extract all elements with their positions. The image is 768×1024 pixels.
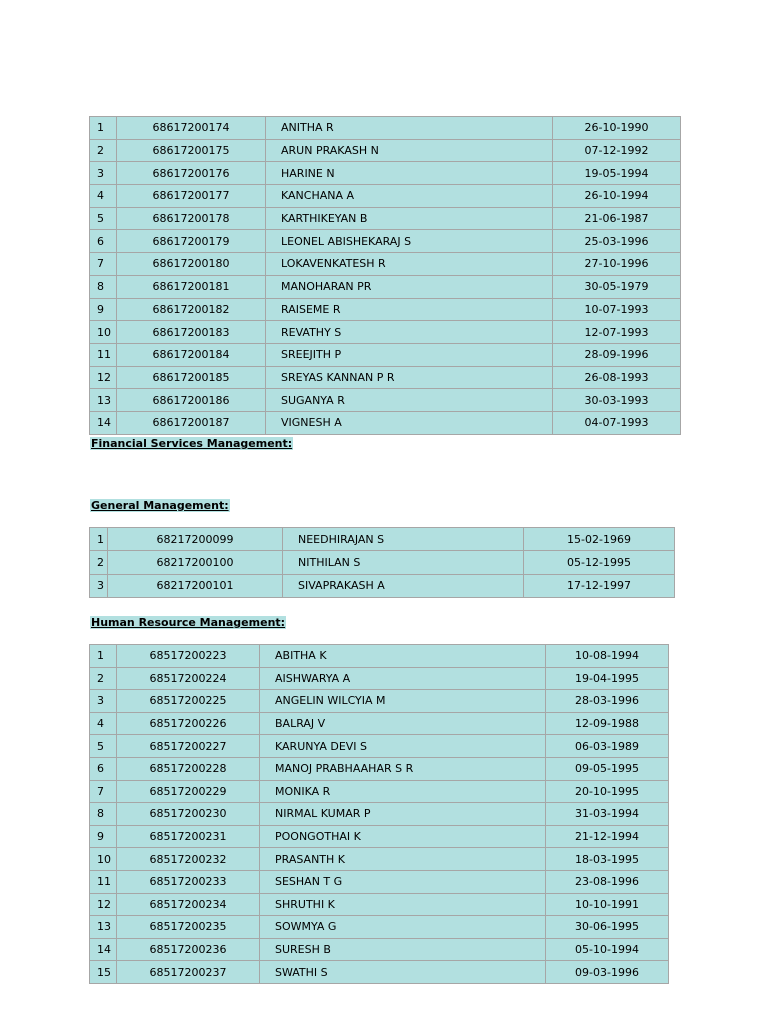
table-row bbox=[90, 825, 669, 848]
row-number: 9 bbox=[90, 298, 117, 321]
table-row bbox=[90, 551, 675, 574]
table-row bbox=[90, 848, 669, 871]
row-number: 5 bbox=[90, 735, 117, 758]
date-of-birth: 10-08-1994 bbox=[546, 645, 669, 668]
register-number: 68617200177 bbox=[117, 185, 266, 208]
row-number: 9 bbox=[90, 825, 117, 848]
student-name: SREEJITH P bbox=[266, 343, 553, 366]
register-number: 68517200226 bbox=[117, 712, 260, 735]
date-of-birth: 25-03-1996 bbox=[553, 230, 681, 253]
table-row bbox=[90, 162, 681, 185]
row-number: 2 bbox=[90, 551, 108, 574]
row-number: 6 bbox=[90, 230, 117, 253]
register-number: 68617200180 bbox=[117, 253, 266, 276]
row-number: 1 bbox=[90, 528, 108, 551]
register-number: 68517200231 bbox=[117, 825, 260, 848]
student-name: RAISEME R bbox=[266, 298, 553, 321]
register-number: 68517200223 bbox=[117, 645, 260, 668]
register-number: 68617200179 bbox=[117, 230, 266, 253]
date-of-birth: 18-03-1995 bbox=[546, 848, 669, 871]
table-row bbox=[90, 139, 681, 162]
student-table-human-resource-management bbox=[89, 644, 669, 984]
row-number: 10 bbox=[90, 321, 117, 344]
date-of-birth: 31-03-1994 bbox=[546, 803, 669, 826]
student-name: LOKAVENKATESH R bbox=[266, 253, 553, 276]
student-name: MONIKA R bbox=[260, 780, 546, 803]
register-number: 68517200224 bbox=[117, 667, 260, 690]
student-name: SHRUTHI K bbox=[260, 893, 546, 916]
row-number: 1 bbox=[90, 645, 117, 668]
date-of-birth: 28-03-1996 bbox=[546, 690, 669, 713]
row-number: 4 bbox=[90, 712, 117, 735]
student-name: PRASANTH K bbox=[260, 848, 546, 871]
register-number: 68617200184 bbox=[117, 343, 266, 366]
student-name: VIGNESH A bbox=[266, 411, 553, 434]
row-number: 4 bbox=[90, 185, 117, 208]
student-name: REVATHY S bbox=[266, 321, 553, 344]
row-number: 12 bbox=[90, 893, 117, 916]
row-number: 14 bbox=[90, 411, 117, 434]
section-heading-general-management: General Management: bbox=[91, 499, 229, 512]
date-of-birth: 15-02-1969 bbox=[524, 528, 675, 551]
row-number: 14 bbox=[90, 938, 117, 961]
table-row bbox=[90, 185, 681, 208]
date-of-birth: 20-10-1995 bbox=[546, 780, 669, 803]
register-number: 68517200228 bbox=[117, 757, 260, 780]
table-row bbox=[90, 870, 669, 893]
row-number: 11 bbox=[90, 343, 117, 366]
student-name: SURESH B bbox=[260, 938, 546, 961]
student-table-first bbox=[89, 116, 681, 435]
row-number: 13 bbox=[90, 916, 117, 939]
table-row bbox=[90, 343, 681, 366]
register-number: 68517200229 bbox=[117, 780, 260, 803]
student-name: KARUNYA DEVI S bbox=[260, 735, 546, 758]
student-name: ABITHA K bbox=[260, 645, 546, 668]
table-row bbox=[90, 916, 669, 939]
table-row bbox=[90, 298, 681, 321]
table-row bbox=[90, 938, 669, 961]
register-number: 68617200176 bbox=[117, 162, 266, 185]
register-number: 68517200234 bbox=[117, 893, 260, 916]
table-row bbox=[90, 667, 669, 690]
register-number: 68217200101 bbox=[108, 574, 283, 597]
table-row bbox=[90, 230, 681, 253]
date-of-birth: 30-06-1995 bbox=[546, 916, 669, 939]
date-of-birth: 12-09-1988 bbox=[546, 712, 669, 735]
register-number: 68517200227 bbox=[117, 735, 260, 758]
date-of-birth: 12-07-1993 bbox=[553, 321, 681, 344]
table-row bbox=[90, 893, 669, 916]
register-number: 68617200183 bbox=[117, 321, 266, 344]
register-number: 68617200186 bbox=[117, 389, 266, 412]
student-name: SWATHI S bbox=[260, 961, 546, 984]
student-name: SREYAS KANNAN P R bbox=[266, 366, 553, 389]
student-name: LEONEL ABISHEKARAJ S bbox=[266, 230, 553, 253]
row-number: 1 bbox=[90, 117, 117, 140]
date-of-birth: 27-10-1996 bbox=[553, 253, 681, 276]
section-heading-human-resource-management: Human Resource Management: bbox=[91, 616, 286, 629]
date-of-birth: 30-03-1993 bbox=[553, 389, 681, 412]
table-row bbox=[90, 712, 669, 735]
register-number: 68617200182 bbox=[117, 298, 266, 321]
table-row bbox=[90, 117, 681, 140]
student-name: SIVAPRAKASH A bbox=[283, 574, 524, 597]
row-number: 12 bbox=[90, 366, 117, 389]
row-number: 3 bbox=[90, 690, 117, 713]
register-number: 68617200174 bbox=[117, 117, 266, 140]
row-number: 3 bbox=[90, 162, 117, 185]
table-row bbox=[90, 690, 669, 713]
date-of-birth: 06-03-1989 bbox=[546, 735, 669, 758]
table-row bbox=[90, 961, 669, 984]
register-number: 68617200181 bbox=[117, 275, 266, 298]
date-of-birth: 07-12-1992 bbox=[553, 139, 681, 162]
register-number: 68517200225 bbox=[117, 690, 260, 713]
table-row bbox=[90, 321, 681, 344]
register-number: 68617200178 bbox=[117, 207, 266, 230]
row-number: 11 bbox=[90, 870, 117, 893]
student-name: BALRAJ V bbox=[260, 712, 546, 735]
student-name: ARUN PRAKASH N bbox=[266, 139, 553, 162]
row-number: 10 bbox=[90, 848, 117, 871]
student-name: POONGOTHAI K bbox=[260, 825, 546, 848]
table-row bbox=[90, 389, 681, 412]
table-row bbox=[90, 275, 681, 298]
row-number: 6 bbox=[90, 757, 117, 780]
register-number: 68517200236 bbox=[117, 938, 260, 961]
section-heading-financial-services: Financial Services Management: bbox=[91, 437, 293, 450]
student-name: MANOHARAN PR bbox=[266, 275, 553, 298]
table-row bbox=[90, 757, 669, 780]
student-name: NEEDHIRAJAN S bbox=[283, 528, 524, 551]
date-of-birth: 28-09-1996 bbox=[553, 343, 681, 366]
register-number: 68517200235 bbox=[117, 916, 260, 939]
date-of-birth: 10-10-1991 bbox=[546, 893, 669, 916]
student-name: KARTHIKEYAN B bbox=[266, 207, 553, 230]
date-of-birth: 05-12-1995 bbox=[524, 551, 675, 574]
row-number: 2 bbox=[90, 139, 117, 162]
date-of-birth: 05-10-1994 bbox=[546, 938, 669, 961]
date-of-birth: 19-05-1994 bbox=[553, 162, 681, 185]
register-number: 68217200100 bbox=[108, 551, 283, 574]
date-of-birth: 21-06-1987 bbox=[553, 207, 681, 230]
student-name: NIRMAL KUMAR P bbox=[260, 803, 546, 826]
date-of-birth: 10-07-1993 bbox=[553, 298, 681, 321]
table-row bbox=[90, 207, 681, 230]
student-name: MANOJ PRABHAAHAR S R bbox=[260, 757, 546, 780]
row-number: 13 bbox=[90, 389, 117, 412]
date-of-birth: 19-04-1995 bbox=[546, 667, 669, 690]
student-name: SUGANYA R bbox=[266, 389, 553, 412]
table-row bbox=[90, 528, 675, 551]
table-row bbox=[90, 366, 681, 389]
student-name: ANGELIN WILCYIA M bbox=[260, 690, 546, 713]
date-of-birth: 04-07-1993 bbox=[553, 411, 681, 434]
row-number: 2 bbox=[90, 667, 117, 690]
date-of-birth: 21-12-1994 bbox=[546, 825, 669, 848]
student-table-general-management bbox=[89, 527, 675, 598]
register-number: 68517200233 bbox=[117, 870, 260, 893]
table-row bbox=[90, 411, 681, 434]
table-row bbox=[90, 803, 669, 826]
date-of-birth: 17-12-1997 bbox=[524, 574, 675, 597]
table-row bbox=[90, 780, 669, 803]
student-name: KANCHANA A bbox=[266, 185, 553, 208]
row-number: 15 bbox=[90, 961, 117, 984]
date-of-birth: 23-08-1996 bbox=[546, 870, 669, 893]
row-number: 8 bbox=[90, 275, 117, 298]
register-number: 68517200237 bbox=[117, 961, 260, 984]
date-of-birth: 26-10-1990 bbox=[553, 117, 681, 140]
table-row bbox=[90, 253, 681, 276]
register-number: 68517200232 bbox=[117, 848, 260, 871]
student-name: HARINE N bbox=[266, 162, 553, 185]
date-of-birth: 26-08-1993 bbox=[553, 366, 681, 389]
table-row bbox=[90, 645, 669, 668]
register-number: 68517200230 bbox=[117, 803, 260, 826]
row-number: 3 bbox=[90, 574, 108, 597]
student-name: NITHILAN S bbox=[283, 551, 524, 574]
table-row bbox=[90, 574, 675, 597]
date-of-birth: 30-05-1979 bbox=[553, 275, 681, 298]
student-name: ANITHA R bbox=[266, 117, 553, 140]
row-number: 8 bbox=[90, 803, 117, 826]
row-number: 5 bbox=[90, 207, 117, 230]
register-number: 68617200175 bbox=[117, 139, 266, 162]
date-of-birth: 09-05-1995 bbox=[546, 757, 669, 780]
row-number: 7 bbox=[90, 780, 117, 803]
register-number: 68217200099 bbox=[108, 528, 283, 551]
table-row bbox=[90, 735, 669, 758]
student-name: SESHAN T G bbox=[260, 870, 546, 893]
date-of-birth: 09-03-1996 bbox=[546, 961, 669, 984]
register-number: 68617200185 bbox=[117, 366, 266, 389]
row-number: 7 bbox=[90, 253, 117, 276]
date-of-birth: 26-10-1994 bbox=[553, 185, 681, 208]
student-name: SOWMYA G bbox=[260, 916, 546, 939]
student-name: AISHWARYA A bbox=[260, 667, 546, 690]
register-number: 68617200187 bbox=[117, 411, 266, 434]
